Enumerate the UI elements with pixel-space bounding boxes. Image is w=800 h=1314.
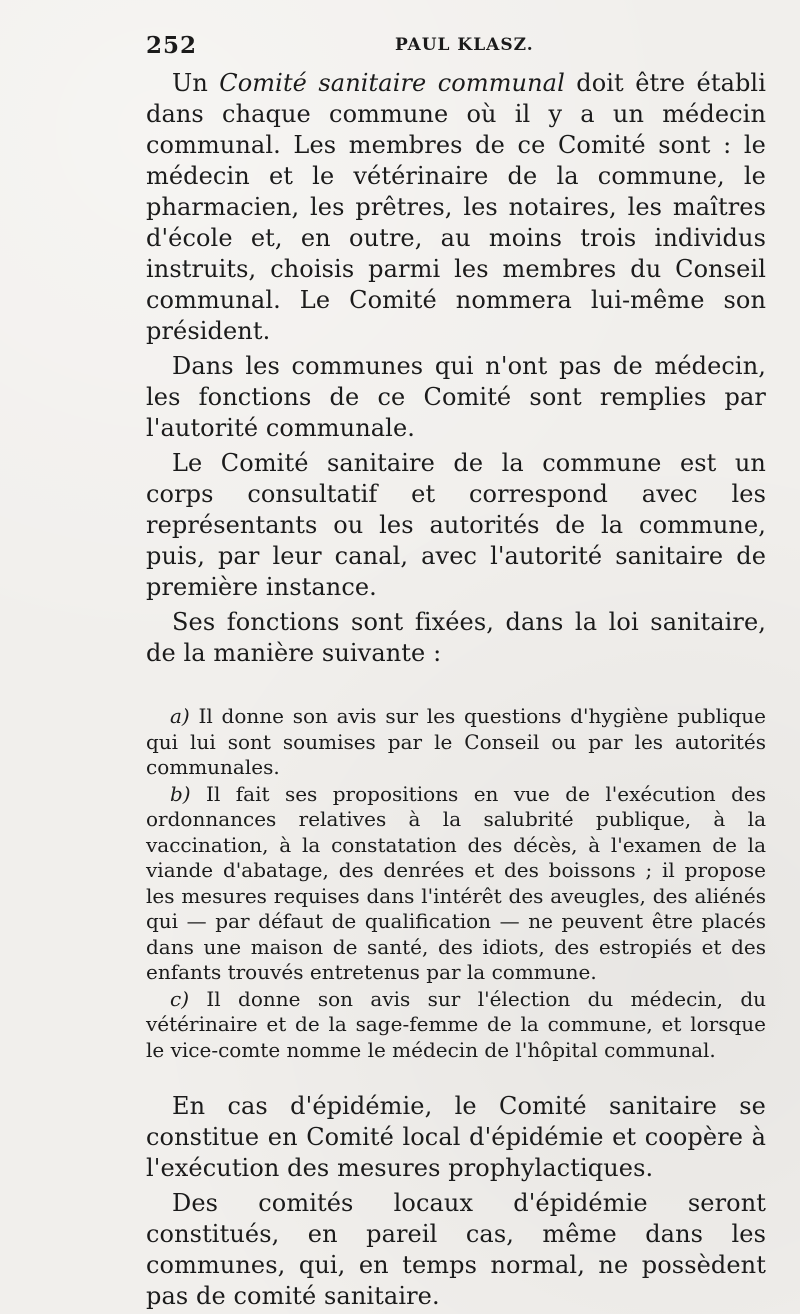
section-gap — [146, 1064, 766, 1091]
paragraph-fonctions: Ses fonctions sont fixées, dans la loi sanitaire, de la manière suivante : — [146, 608, 766, 667]
italic-term: Comité sanitaire communal — [219, 69, 565, 97]
paragraph-start: Un — [172, 69, 220, 97]
page-number: 252 — [146, 32, 198, 59]
item-text: Il donne son avis sur l'élection du médecin, du vétérinaire et de la sage-femme de la commune, et lorsque le vice-comte nomme le médecin de l'hôpital communal. — [146, 986, 766, 1062]
item-text: Il fait ses propositions en vue de l'exécution des ordonnances relatives à la salubrité publique, à la vaccination, à la constatation des décès, à l'examen de la viande d'abatage, des denrées et des boissons ; il propose les mesures requises dans l'intérêt des aveugles, des aliénés qui — par défaut de qualification — ne peuvent être placés dans une maison de santé, des idiots, des estropiés et des enfants trouvés entretenus par la commune. — [146, 781, 766, 984]
item-letter: c) — [170, 986, 190, 1011]
paragraph-corps-consultatif: Le Comité sanitaire de la commune est un corps consultatif et correspond avec les représentants ou les autorités de la commune, puis, par leur canal, avec l'autorité sanitaire de première instance. — [146, 449, 766, 601]
functions-list — [146, 704, 766, 1063]
list-item-a — [146, 704, 766, 781]
paragraph-comite-sanitaire — [146, 68, 766, 347]
item-text: Il donne son avis sur les questions d'hygiène publique qui lui sont soumises par le Conseil ou par les autorités communales. — [146, 704, 766, 779]
paragraph-epidemie: En cas d'épidémie, le Comité sanitaire se constitue en Comité local d'épidémie et coopère à l'exécution des mesures prophylactiques. — [146, 1092, 766, 1182]
item-letter: b) — [170, 781, 191, 806]
list-item-b — [146, 782, 766, 986]
paragraph-continuation: doit être établi dans chaque commune où il y a un médecin communal. Les membres de ce Comité sont : le médecin et le vétérinaire de la commune, le pharmacien, les prêtres, les notaires, les maîtres d'école et, en outre, au moins trois individus instruits, choisis parmi les membres du Conseil communal. Le Comité nommera lui-même son président. — [146, 69, 766, 345]
item-letter: a) — [170, 704, 190, 728]
paragraph-communes-sans-medecin: Dans les communes qui n'ont pas de médecin, les fonctions de ce Comité sont remplies par l'autorité communale. — [146, 352, 766, 442]
page-content — [146, 68, 766, 1312]
list-item-c — [146, 987, 766, 1064]
page-header — [146, 32, 776, 60]
running-head: PAUL KLASZ. — [395, 35, 534, 55]
paragraph-comites-locaux: Des comités locaux d'épidémie seront constitués, en pareil cas, même dans les communes, qui, en temps normal, ne possèdent pas de comité sanitaire. — [146, 1189, 766, 1310]
